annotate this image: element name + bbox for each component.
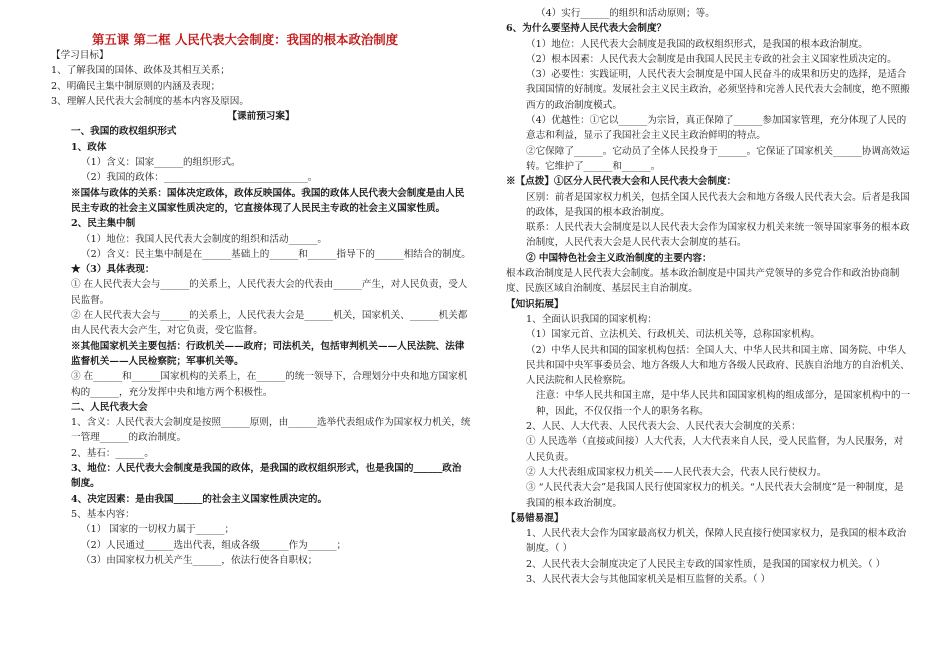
- left-paragraph: （2）人民通过______选出代表，组成各级______作为______；: [81, 539, 347, 551]
- left-paragraph: （2）我国的政体：______________________________。: [81, 172, 318, 184]
- right-paragraph: 2、人民、人大代表、人民代表大会、人民代表大会制度的关系：: [526, 421, 801, 433]
- left-paragraph: ③ 在______和______国家机构的关系上，在______的统一领导下，合理划分中央和地方国家机构的______，充分发挥中央和地方两个积极性。: [71, 371, 468, 398]
- left-paragraph: （1） 国家的一切权力属于______；: [81, 524, 235, 536]
- right-paragraph: （4）优越性：①它以______为宗旨，真正保障了______参加国家管理，充分体现了人民的意志和利益，显示了我国社会主义民主政治鲜明的特点。: [526, 115, 907, 142]
- right-paragraph: ① 人民选举（直接或间接）人大代表，人大代表来自人民，受人民监督，为人民服务，对人民负责。: [526, 436, 904, 463]
- left-paragraph: ★（3）具体表现：: [71, 264, 155, 276]
- left-paragraph: ※国体与政体的关系：国体决定政体，政体反映国体。我国的政体人民代表大会制度是由人民民主专政的社会主义国家性质决定的，它直接体现了人民民主专政的社会主义国家性质。: [71, 187, 465, 214]
- right-paragraph: 【易错易混】: [506, 512, 564, 524]
- right-paragraph: （1）地位：人民代表大会制度是我国的政权组织形式，是我国的根本政治制度。: [526, 38, 868, 50]
- right-paragraph: ②它保障了______。它动员了全体人民投身于______。它保证了国家机关______协调高效运转。它维护了______和______。: [526, 145, 910, 172]
- right-paragraph: ② 中国特色社会主义政治制度的主要内容：: [526, 252, 712, 264]
- left-paragraph: 【学习目标】: [51, 50, 109, 61]
- left-paragraph: 2、基石：______。: [71, 447, 154, 459]
- right-paragraph: 2、人民代表大会制度决定了人民民主专政的国家性质，是我国的国家权力机关。（ ）: [526, 558, 886, 570]
- left-paragraph: 3、理解人民代表大会制度的基本内容及原因。: [51, 95, 249, 107]
- right-paragraph: （2）中华人民共和国的国家机构包括：全国人大、中华人民共和国主席、国务院、中华人民共和国中央军事委员会、地方各级人大和地方各级人民政府、民族自治地方的自治机关、人民法院和人民检察院。: [526, 344, 910, 387]
- left-paragraph: ※其他国家机关主要包括：行政机关——政府；司法机关，包括审判机关——人民法院、法律监督机关——人民检察院；军事机关等。: [71, 340, 465, 367]
- left-paragraph: ① 在人民代表大会与______的关系上，人民代表大会的代表由______产生，对人民负责，受人民监督。: [71, 279, 468, 306]
- page-title: 第五课 第二框 人民代表大会制度：我国的根本政治制度: [92, 32, 399, 47]
- right-paragraph: 注意：中华人民共和国主席，是中华人民共和国国家机构的组成部分，是国家机构中的一种，因此，不仅仅指一个人的职务名称。: [536, 390, 911, 417]
- right-paragraph: 1、人民代表大会作为国家最高权力机关，保障人民直接行使国家权力，是我国的根本政治制度。（ ）: [526, 528, 907, 555]
- right-paragraph: 根本政治制度是人民代表大会制度。基本政治制度是中国共产党领导的多党合作和政治协商制度、民族区域自治制度、基层民主自治制度。: [506, 268, 900, 295]
- right-paragraph: （2）根本因素：人民代表大会制度是由我国人民民主专政的社会主义国家性质决定的。: [526, 53, 897, 65]
- right-paragraph: 【知识拓展】: [506, 298, 564, 310]
- left-paragraph: 2、民主集中制: [71, 218, 136, 230]
- right-paragraph: 联系：人民代表大会制度是以人民代表大会作为国家权力机关来统一领导国家事务的根本政治制度，人民代表大会是人民代表大会制度的基石。: [526, 222, 910, 249]
- right-paragraph: （4）实行______的组织和活动原则；等。: [536, 8, 715, 19]
- right-paragraph: ② 人大代表组成国家权力机关——人民代表大会，代表人民行使权力。: [526, 466, 827, 478]
- right-paragraph: 3、人民代表大会与其他国家机关是相互监督的关系。（ ）: [526, 573, 771, 585]
- right-paragraph: ※【点拨】①区分人民代表大会和人民代表大会制度：: [506, 176, 737, 188]
- right-column: [506, 6, 911, 587]
- left-paragraph: （2）含义：民主集中制是在______基础上的______和______指导下的______相结合的制度。: [81, 248, 471, 260]
- right-paragraph: （3）必要性：实践证明，人民代表大会制度是中国人民奋斗的成果和历史的选择，是适合我国国情的好制度。发展社会主义民主政治，必须坚持和完善人民代表大会制度，绝不照搬西方的政治制度模式。: [526, 69, 910, 111]
- left-paragraph: （1）含义：国家______的组织形式。: [81, 157, 241, 169]
- left-paragraph: 1、含义：人民代表大会制度是按照______原则，由______选举代表组成作为国家权力机关，统一管理______的政治制度。: [71, 417, 471, 444]
- left-paragraph: 4、决定因素：是由我国______的社会主义国家性质决定的。: [71, 493, 328, 505]
- left-paragraph: 2、明确民主集中制原则的内涵及表现；: [51, 80, 221, 92]
- left-paragraph: 5、基本内容：: [71, 508, 135, 520]
- left-paragraph: 1、了解我国的国体、政体及其相互关系；: [51, 65, 230, 77]
- right-paragraph: （1）国家元首、立法机关、行政机关、司法机关等，总称国家机构。: [526, 329, 820, 341]
- left-column: [51, 48, 471, 568]
- left-paragraph: 二、人民代表大会: [71, 401, 148, 413]
- right-paragraph: 1、全面认识我国的国家机构：: [526, 313, 657, 325]
- left-paragraph: 1、政体: [71, 141, 107, 153]
- left-paragraph: 3、地位：人民代表大会制度是我国的政体，是我国的政权组织形式，也是我国的______政治制度。: [71, 463, 462, 490]
- left-paragraph: ② 在人民代表大会与______的关系上，人民代表大会是______机关，国家机关、______机关都由人民代表大会产生，对它负责，受它监督。: [71, 310, 468, 337]
- right-paragraph: 6、为什么要坚持人民代表大会制度？: [506, 23, 667, 35]
- right-paragraph: 区别：前者是国家权力机关，包括全国人民代表大会和地方各级人民代表大会。后者是我国的政体，是我国的根本政治制度。: [526, 191, 910, 218]
- left-paragraph: （3）由国家权力机关产生______，依法行使各自职权；: [81, 554, 318, 566]
- right-paragraph: ③ “人民代表大会”是我国人民行使国家权力的机关。“人民代表大会制度”是一种制度，是我国的根本政治制度。: [526, 482, 904, 509]
- left-paragraph: 【课前预习案】: [227, 111, 295, 123]
- left-paragraph: （1）地位：我国人民代表大会制度的组织和活动______。: [81, 233, 327, 245]
- left-paragraph: 一、我国的政权组织形式: [71, 126, 177, 138]
